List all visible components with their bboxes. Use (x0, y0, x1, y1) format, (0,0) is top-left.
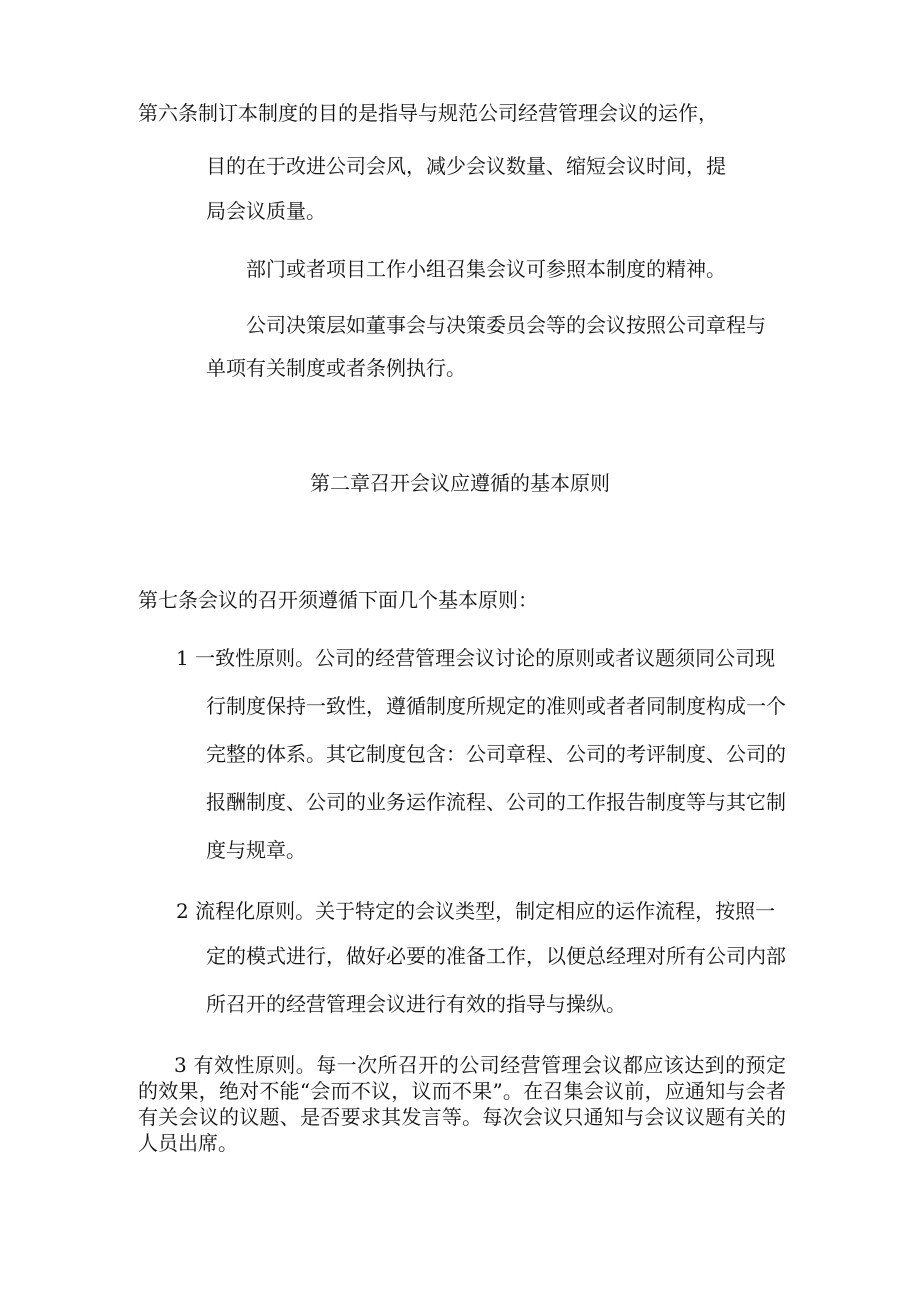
principle1-line2: 行制度保持一致性，遵循制度所规定的准则或者者同制度构成一个 (206, 694, 786, 718)
article6-line3: 局会议质量。 (206, 199, 326, 223)
principle1-line1: 1 一致性原则。公司的经营管理会议讨论的原则或者议题须同公司现 (176, 646, 776, 670)
principle3-paragraph: 3 有效性原则。每一次所召开的公司经营管理会议都应该达到的预定的效果，绝对不能“会而不议，议而不果”。在召集会议前，应通知与会者有关会议的议题、是否要求其发言等。每次会议只通知与会议议题有关的人员出席。 (138, 1053, 786, 1155)
principle2-line2: 定的模式进行，做好必要的准备工作，以便总经理对所有公司内部 (206, 944, 786, 968)
principle1-line3: 完整的体系。其它制度包含：公司章程、公司的考评制度、公司的 (206, 742, 786, 766)
article6-line1: 第六条制订本制度的目的是指导与规范公司经营管理会议的运作， (138, 101, 718, 125)
article6-line2: 目的在于改进公司会风，减少会议数量、缩短会议时间，提 (206, 154, 726, 178)
principle1-line5: 度与规章。 (206, 838, 306, 862)
principle2-line1: 2 流程化原则。关于特定的会议类型，制定相应的运作流程，按照一 (176, 899, 776, 923)
article7-intro: 第七条会议的召开须遵循下面几个基本原则： (138, 588, 538, 612)
para-dept: 部门或者项目工作小组召集会议可参照本制度的精神。 (246, 257, 726, 281)
para-board-line1: 公司决策层如董事会与决策委员会等的会议按照公司章程与 (246, 313, 766, 337)
para-board-line2: 单项有关制度或者条例执行。 (206, 356, 466, 380)
principle2-line3: 所召开的经营管理会议进行有效的指导与操纵。 (206, 992, 626, 1016)
principle1-line4: 报酬制度、公司的业务运作流程、公司的工作报告制度等与其它制 (206, 790, 786, 814)
chapter-title: 第二章召开会议应遵循的基本原则 (310, 471, 610, 495)
